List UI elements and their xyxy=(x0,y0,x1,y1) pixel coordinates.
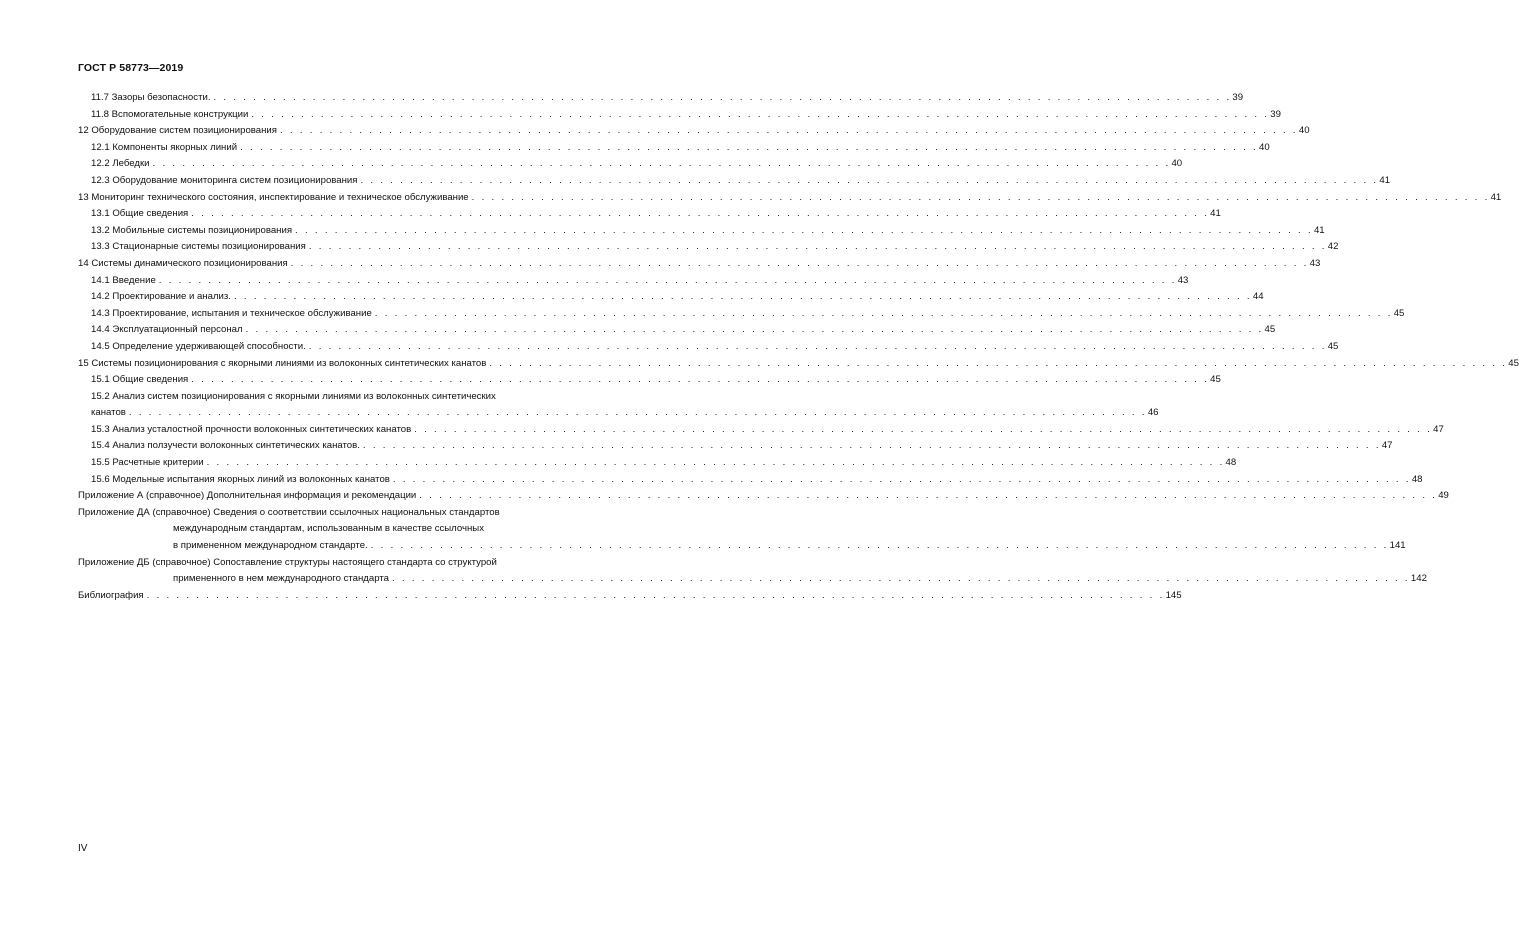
dot-leader: . . . . . . . . . . . . . . . . . . . . . . . . . . . . . . . . . . . . . . . . . . . . . . . . . . . . . . . . . . . . . . . . . . . . . . . . . . . . . . . . . . . . . . . . . . . . . . . . . . . . . . . xyxy=(158,274,1177,286)
toc-entry-13-1 xyxy=(78,206,1221,223)
toc-entry-label: Приложение ДБ (справочное) Сопоставление структуры настоящего стандарта со структурой xyxy=(78,556,497,568)
toc-entry-15-5 xyxy=(78,455,1237,472)
dot-leader: . . . . . . . . . . . . . . . . . . . . . . . . . . . . . . . . . . . . . . . . . . . . . . . . . . . . . . . . . . . . . . . . . . . . . . . . . . . . . . . . . . . . . . . . . . . . . . . . . . . . . . . xyxy=(308,241,1327,253)
document-header: ГОСТ Р 58773—2019 xyxy=(78,62,184,74)
dot-leader: . . . . . . . . . . . . . . . . . . . . . . . . . . . . . . . . . . . . . . . . . . . . . . . . . . . . . . . . . . . . . . . . . . . . . . . . . . . . . . . . . . . . . . . . . . . . . . . . . . . . . . . xyxy=(362,440,1381,452)
toc-entry-page: 41 xyxy=(1313,224,1325,236)
toc-entry-11-7 xyxy=(78,90,1244,107)
toc-entry-page: 43 xyxy=(1177,274,1189,286)
dot-leader: . . . . . . . . . . . . . . . . . . . . . . . . . . . . . . . . . . . . . . . . . . . . . . . . . . . . . . . . . . . . . . . . . . . . . . . . . . . . . . . . . . . . . . . . . . . . . . . . . . . . . . . xyxy=(251,108,1270,120)
toc-entry-15-2 xyxy=(78,389,1159,422)
toc-entry-label: 12.2 Лебедки xyxy=(91,158,150,170)
toc-entry-label-cont: канатов xyxy=(91,407,126,419)
dot-leader: . . . . . . . . . . . . . . . . . . . . . . . . . . . . . . . . . . . . . . . . . . . . . . . . . . . . . . . . . . . . . . . . . . . . . . . . . . . . . . . . . . . . . . . . . . . . . . . . . . . . . . . xyxy=(290,257,1309,269)
toc-entry-page: 40 xyxy=(1259,141,1270,153)
toc-entry-label-cont: примененного в нем международного стандарта xyxy=(173,573,389,585)
toc-entry-13-3 xyxy=(78,239,1339,256)
dot-leader: . . . . . . . . . . . . . . . . . . . . . . . . . . . . . . . . . . . . . . . . . . . . . . . . . . . . . . . . . . . . . . . . . . . . . . . . . . . . . . . . . . . . . . . . . . . . . . . . . . . . . . . xyxy=(213,92,1232,103)
toc-entry-label: 13.2 Мобильные системы позиционирования xyxy=(91,224,293,236)
toc-entry-page: 39 xyxy=(1232,92,1244,103)
toc-entry-label: 15.4 Анализ ползучести волоконных синтетических канатов. xyxy=(91,440,360,452)
toc-entry-page: 46 xyxy=(1147,407,1159,419)
toc-entry-label: Приложение ДА (справочное) Сведения о соответствии ссылочных национальных стандартов xyxy=(78,506,500,518)
toc-entry-label: Приложение А (справочное) Дополнительная информация и рекомендации xyxy=(78,490,417,502)
toc-entry-12-2 xyxy=(78,156,1183,173)
toc-entry-page: 45 xyxy=(1393,307,1405,319)
toc-entry-12-1 xyxy=(78,140,1270,157)
toc-entry-14-5 xyxy=(78,339,1339,356)
dot-leader: . . . . . . . . . . . . . . . . . . . . . . . . . . . . . . . . . . . . . . . . . . . . . . . . . . . . . . . . . . . . . . . . . . . . . . . . . . . . . . . . . . . . . . . . . . . . . . . . . . . . . . . xyxy=(295,224,1313,236)
dot-leader: . . . . . . . . . . . . . . . . . . . . . . . . . . . . . . . . . . . . . . . . . . . . . . . . . . . . . . . . . . . . . . . . . . . . . . . . . . . . . . . . . . . . . . . . . . . . . . . . . . . . . . . xyxy=(419,490,1438,502)
toc-entry-14-1 xyxy=(78,273,1189,290)
toc-entry-appendix-db xyxy=(78,555,1427,588)
dot-leader: . . . . . . . . . . . . . . . . . . . . . . . . . . . . . . . . . . . . . . . . . . . . . . . . . . . . . . . . . . . . . . . . . . . . . . . . . . . . . . . . . . . . . . . . . . . . . . . . . . . . . . . xyxy=(152,158,1171,170)
toc-entry-label: 15 Системы позиционирования с якорными линиями из волоконных синтетических канатов xyxy=(78,357,487,369)
toc-entry-15-1 xyxy=(78,372,1221,389)
toc-entry-page: 41 xyxy=(1210,208,1221,220)
toc-entry-label: 14.2 Проектирование и анализ. xyxy=(91,291,231,303)
toc-entry-label: 12 Оборудование систем позиционирования xyxy=(78,125,277,137)
dot-leader: . . . . . . . . . . . . . . . . . . . . . . . . . . . . . . . . . . . . . . . . . . . . . . . . . . . . . . . . . . . . . . . . . . . . . . . . . . . . . . . . . . . . . . . . . . . . . . . . . . . . . . . xyxy=(245,324,1264,336)
toc-entry-14-2 xyxy=(78,289,1264,306)
toc-entry-label: 14.1 Введение xyxy=(91,274,156,286)
toc-entry-label: 12.3 Оборудование мониторинга систем позиционирования xyxy=(91,174,358,186)
toc-entry-15-4 xyxy=(78,438,1393,455)
dot-leader: . . . . . . . . . . . . . . . . . . . . . . . . . . . . . . . . . . . . . . . . . . . . . . . . . . . . . . . . . . . . . . . . . . . . . . . . . . . . . . . . . . . . . . . . . . . . . . . . . . . . . . . xyxy=(489,357,1508,369)
toc-entry-appendix-da xyxy=(78,505,1406,555)
toc-entry-page: 41 xyxy=(1490,191,1502,203)
toc-entry-label: 14.5 Определение удерживающей способности. xyxy=(91,340,306,352)
dot-leader: . . . . . . . . . . . . . . . . . . . . . . . . . . . . . . . . . . . . . . . . . . . . . . . . . . . . . . . . . . . . . . . . . . . . . . . . . . . . . . . . . . . . . . . . . . . . . . . . . . . . . . . xyxy=(374,307,1393,319)
toc-entry-13-2 xyxy=(78,223,1325,240)
toc-entry-page: 45 xyxy=(1327,340,1339,352)
toc-entry-page: 45 xyxy=(1264,324,1276,336)
dot-leader: . . . . . . . . . . . . . . . . . . . . . . . . . . . . . . . . . . . . . . . . . . . . . . . . . . . . . . . . . . . . . . . . . . . . . . . . . . . . . . . . . . . . . . . . . . . . . . . . . . . . . . . xyxy=(240,141,1258,153)
toc-entry-label: Библиография xyxy=(78,589,144,601)
toc-entry-last-line xyxy=(78,405,1159,422)
toc-entry-page: 39 xyxy=(1270,108,1281,120)
toc-entry-page: 45 xyxy=(1508,357,1519,369)
dot-leader: . . . . . . . . . . . . . . . . . . . . . . . . . . . . . . . . . . . . . . . . . . . . . . . . . . . . . . . . . . . . . . . . . . . . . . . . . . . . . . . . . . . . . . . . . . . . . . . . . . . . . . . xyxy=(391,573,1410,585)
toc-entry-label: 14.3 Проектирование, испытания и техническое обслуживание xyxy=(91,307,372,319)
toc-entry-label: 13.1 Общие сведения xyxy=(91,208,189,220)
dot-leader: . . . . . . . . . . . . . . . . . . . . . . . . . . . . . . . . . . . . . . . . . . . . . . . . . . . . . . . . . . . . . . . . . . . . . . . . . . . . . . . . . . . . . . . . . . . . . . . . . . . . . . . xyxy=(414,423,1433,435)
toc-entry-last-line xyxy=(78,538,1406,555)
toc-entry-page: 49 xyxy=(1438,490,1449,502)
toc-entry-page: 41 xyxy=(1379,174,1391,186)
dot-leader: . . . . . . . . . . . . . . . . . . . . . . . . . . . . . . . . . . . . . . . . . . . . . . . . . . . . . . . . . . . . . . . . . . . . . . . . . . . . . . . . . . . . . . . . . . . . . . . . . . . . . . . xyxy=(191,374,1210,386)
toc-entry-page: 45 xyxy=(1210,374,1221,386)
toc-entry-page: 48 xyxy=(1225,457,1237,469)
toc-entry-page: 48 xyxy=(1411,473,1423,485)
dot-leader: . . . . . . . . . . . . . . . . . . . . . . . . . . . . . . . . . . . . . . . . . . . . . . . . . . . . . . . . . . . . . . . . . . . . . . . . . . . . . . . . . . . . . . . . . . . . . . . . . . . . . . . xyxy=(206,457,1225,469)
toc-entry-14 xyxy=(78,256,1321,273)
toc-entry-14-3 xyxy=(78,306,1405,323)
toc-entry-page: 145 xyxy=(1165,589,1182,601)
toc-entry-label: 14.4 Эксплуатационный персонал xyxy=(91,324,243,336)
toc-entry-page: 47 xyxy=(1381,440,1393,452)
dot-leader: . . . . . . . . . . . . . . . . . . . . . . . . . . . . . . . . . . . . . . . . . . . . . . . . . . . . . . . . . . . . . . . . . . . . . . . . . . . . . . . . . . . . . . . . . . . . . . . . . . . . . . . xyxy=(360,174,1379,186)
toc-entry-page: 40 xyxy=(1171,158,1183,170)
dot-leader: . . . . . . . . . . . . . . . . . . . . . . . . . . . . . . . . . . . . . . . . . . . . . . . . . . . . . . . . . . . . . . . . . . . . . . . . . . . . . . . . . . . . . . . . . . . . . . . . . . . . . . . xyxy=(392,473,1411,485)
toc-entry-page: 44 xyxy=(1252,291,1264,303)
toc-entry-12-3 xyxy=(78,173,1391,190)
toc-entry-label: 15.1 Общие сведения xyxy=(91,374,189,386)
toc-entry-label: 11.8 Вспомогательные конструкции xyxy=(91,108,249,120)
toc-entry-label: 15.6 Модельные испытания якорных линий из волоконных канатов xyxy=(91,473,390,485)
toc-entry-label: 14 Системы динамического позиционирования xyxy=(78,257,288,269)
toc-entry-12 xyxy=(78,123,1310,140)
toc-entry-page: 40 xyxy=(1298,125,1310,137)
toc-entry-label: 15.3 Анализ усталостной прочности волоконных синтетических канатов xyxy=(91,423,412,435)
toc-entry-appendix-a xyxy=(78,488,1449,505)
toc-entry-label-cont: международным стандартам, использованным в качестве ссылочных xyxy=(173,523,484,535)
toc-entry-page: 142 xyxy=(1410,573,1427,585)
toc-entry-page: 43 xyxy=(1309,257,1321,269)
toc-entry-page: 47 xyxy=(1433,423,1444,435)
toc-entry-bibliography xyxy=(78,588,1182,605)
toc-entry-label: 11.7 Зазоры безопасности. xyxy=(91,92,211,103)
dot-leader: . . . . . . . . . . . . . . . . . . . . . . . . . . . . . . . . . . . . . . . . . . . . . . . . . . . . . . . . . . . . . . . . . . . . . . . . . . . . . . . . . . . . . . . . . . . . . . . . . . . . . . . xyxy=(233,291,1252,303)
toc-entry-15 xyxy=(78,356,1519,373)
toc-entry-label-cont: в примененном международном стандарте. xyxy=(173,540,368,552)
dot-leader: . . . . . . . . . . . . . . . . . . . . . . . . . . . . . . . . . . . . . . . . . . . . . . . . . . . . . . . . . . . . . . . . . . . . . . . . . . . . . . . . . . . . . . . . . . . . . . . . . . . . . . . xyxy=(128,407,1147,419)
toc-entry-label: 13.3 Стационарные системы позиционирования xyxy=(91,241,306,253)
toc-entry-label: 15.2 Анализ систем позиционирования с якорными линиями из волоконных синтетических xyxy=(91,390,496,402)
toc-entry-11-8 xyxy=(78,107,1281,124)
dot-leader: . . . . . . . . . . . . . . . . . . . . . . . . . . . . . . . . . . . . . . . . . . . . . . . . . . . . . . . . . . . . . . . . . . . . . . . . . . . . . . . . . . . . . . . . . . . . . . . . . . . . . . . xyxy=(191,208,1210,220)
toc-entry-last-line xyxy=(78,571,1427,588)
toc-entry-page: 141 xyxy=(1389,540,1406,552)
dot-leader: . . . . . . . . . . . . . . . . . . . . . . . . . . . . . . . . . . . . . . . . . . . . . . . . . . . . . . . . . . . . . . . . . . . . . . . . . . . . . . . . . . . . . . . . . . . . . . . . . . . . . . . xyxy=(308,340,1327,352)
page-number: IV xyxy=(78,843,88,854)
table-of-contents xyxy=(78,90,1519,604)
dot-leader: . . . . . . . . . . . . . . . . . . . . . . . . . . . . . . . . . . . . . . . . . . . . . . . . . . . . . . . . . . . . . . . . . . . . . . . . . . . . . . . . . . . . . . . . . . . . . . . . . . . . . . . xyxy=(370,540,1389,552)
dot-leader: . . . . . . . . . . . . . . . . . . . . . . . . . . . . . . . . . . . . . . . . . . . . . . . . . . . . . . . . . . . . . . . . . . . . . . . . . . . . . . . . . . . . . . . . . . . . . . . . . . . . . . . xyxy=(146,589,1165,601)
dot-leader: . . . . . . . . . . . . . . . . . . . . . . . . . . . . . . . . . . . . . . . . . . . . . . . . . . . . . . . . . . . . . . . . . . . . . . . . . . . . . . . . . . . . . . . . . . . . . . . . . . . . . . . xyxy=(279,125,1298,137)
toc-entry-label: 15.5 Расчетные критерии xyxy=(91,457,204,469)
toc-entry-label: 13 Мониторинг технического состояния, инспектирование и техническое обслуживание xyxy=(78,191,469,203)
toc-entry-15-6 xyxy=(78,472,1423,489)
toc-entry-page: 42 xyxy=(1327,241,1339,253)
toc-entry-13 xyxy=(78,190,1502,207)
toc-entry-15-3 xyxy=(78,422,1444,439)
dot-leader: . . . . . . . . . . . . . . . . . . . . . . . . . . . . . . . . . . . . . . . . . . . . . . . . . . . . . . . . . . . . . . . . . . . . . . . . . . . . . . . . . . . . . . . . . . . . . . . . . . . . . . . xyxy=(471,191,1490,203)
toc-entry-label: 12.1 Компоненты якорных линий xyxy=(91,141,238,153)
toc-entry-14-4 xyxy=(78,322,1276,339)
